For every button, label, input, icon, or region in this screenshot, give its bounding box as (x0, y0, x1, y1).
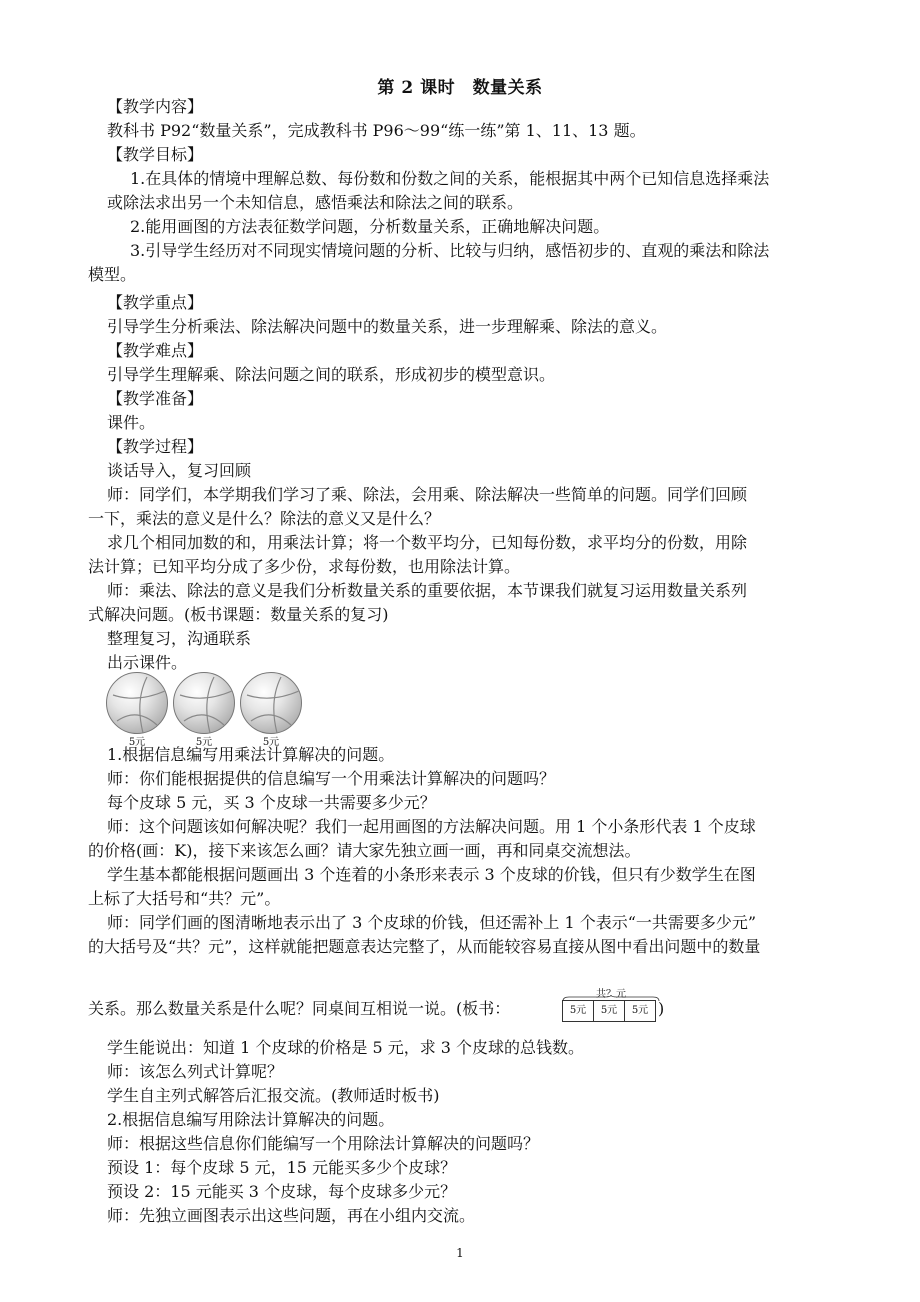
paragraph-line: 学生自主列式解答后汇报交流。(教师适时板书) (107, 1086, 440, 1105)
paragraph-line: 师：同学们，本学期我们学习了乘、除法，会用乘、除法解决一些简单的问题。同学们回顾 (107, 485, 748, 504)
section-heading-key-points: 【教学重点】 (107, 293, 204, 312)
paragraph-line: 每个皮球 5 元，买 3 个皮球一共需要多少元？ (107, 793, 436, 812)
paragraph-line: 3.引导学生经历对不同现实情境问题的分析、比较与归纳，感悟初步的、直观的乘法和除法 (130, 241, 770, 260)
ball-price-label: 5元 (128, 737, 146, 748)
paragraph-line: 师：先独立画图表示出这些问题，再在小组内交流。 (107, 1206, 476, 1225)
section-heading-preparation: 【教学准备】 (107, 389, 204, 408)
paragraph-line: 求几个相同加数的和，用乘法计算；将一个数平均分，已知每份数，求平均分的份数，用除 (107, 533, 748, 552)
paragraph-line: 师：你们能根据提供的信息编写一个用乘法计算解决的问题吗？ (107, 769, 556, 788)
paragraph-line: 预设 2：15 元能买 3 个皮球，每个皮球多少元？ (107, 1182, 457, 1201)
ball-icon (173, 672, 235, 734)
paragraph-line: 谈话导入，复习回顾 (107, 461, 252, 480)
section-heading-process: 【教学过程】 (107, 437, 204, 456)
ball-icon (240, 672, 302, 734)
section-heading-difficulties: 【教学难点】 (107, 341, 204, 360)
paragraph-line: 的价格(画：K)，接下来该怎么画？请大家先独立画一画，再和同桌交流想法。 (88, 841, 641, 860)
section-heading-content: 【教学内容】 (107, 97, 204, 116)
paragraph-line: 师：乘法、除法的意义是我们分析数量关系的重要依据，本节课我们就复习运用数量关系列 (107, 581, 748, 600)
paragraph-line: 的大括号及“共？元”，这样就能把题意表达完整了，从而能较容易直接从图中看出问题中的数量 (88, 937, 761, 956)
paragraph-line: 师：同学们画的图清晰地表示出了 3 个皮球的价钱，但还需补上 1 个表示“一共需要多少元” (107, 913, 757, 932)
paragraph-line: 学生基本都能根据问题画出 3 个连着的小条形来表示 3 个皮球的价钱，但只有少数学生在图 (107, 865, 756, 884)
paragraph-line: 式解决问题。(板书课题：数量关系的复习) (88, 605, 389, 624)
paragraph-line: 或除法求出另一个未知信息，感悟乘法和除法之间的联系。 (107, 193, 524, 212)
paragraph-line: 1.根据信息编写用乘法计算解决的问题。 (107, 745, 395, 764)
paragraph-line: 师：该怎么列式计算呢？ (107, 1062, 284, 1081)
paragraph-line: 引导学生分析乘法、除法解决问题中的数量关系，进一步理解乘、除法的意义。 (107, 317, 668, 336)
paragraph-line: 2.根据信息编写用除法计算解决的问题。 (107, 1110, 395, 1129)
section-heading-goals: 【教学目标】 (107, 145, 204, 164)
page-number: 1 (456, 1246, 464, 1260)
paragraph-line: 课件。 (107, 413, 156, 432)
bar-model-diagram (561, 990, 665, 1024)
paragraph-line: 整理复习，沟通联系 (107, 629, 252, 648)
paragraph-line: 1.在具体的情境中理解总数、每份数和份数之间的关系，能根据其中两个已知信息选择乘法 (130, 169, 770, 188)
closing-paren: ) (658, 999, 665, 1018)
page-title: 第 2 课时 数量关系 (377, 78, 543, 98)
paragraph-line: 模型。 (88, 265, 137, 284)
paragraph-line: 预设 1：每个皮球 5 元，15 元能买多少个皮球？ (107, 1158, 457, 1177)
paragraph-line: 学生能说出：知道 1 个皮球的价格是 5 元，求 3 个皮球的总钱数。 (107, 1038, 585, 1057)
ball-price-label: 5元 (262, 737, 280, 748)
paragraph-line: 出示课件。 (107, 653, 188, 672)
ball-illustration (104, 672, 304, 750)
bar-segment: 5元 (594, 1001, 625, 1021)
paragraph-line: 教科书 P92“数量关系”，完成教科书 P96～99“练一练”第 1、11、13 题。 (107, 121, 646, 140)
paragraph-line: 法计算；已知平均分成了多少份，求每份数，也用除法计算。 (88, 557, 521, 576)
paragraph-line: 师：这个问题该如何解决呢？我们一起用画图的方法解决问题。用 1 个小条形代表 1 个皮球 (107, 817, 756, 836)
paragraph-line: 上标了大括号和“共？元”。 (88, 889, 281, 908)
paragraph-line: 2.能用画图的方法表征数学问题，分析数量关系，正确地解决问题。 (130, 217, 610, 236)
bar-segment: 5元 (563, 1001, 594, 1021)
brace-label: 共？元 (596, 989, 626, 1000)
paragraph-line: 一下，乘法的意义是什么？除法的意义又是什么？ (88, 509, 441, 528)
ball-price-label: 5元 (195, 737, 213, 748)
bar-segment: 5元 (631, 1005, 649, 1016)
paragraph-line: 关系。那么数量关系是什么呢？同桌间互相说一说。(板书： (88, 999, 511, 1018)
ball-icon (106, 672, 168, 734)
paragraph-line: 师：根据这些信息你们能编写一个用除法计算解决的问题吗？ (107, 1134, 540, 1153)
paragraph-line: 引导学生理解乘、除法问题之间的联系，形成初步的模型意识。 (107, 365, 556, 384)
bar-boxes (562, 1000, 656, 1022)
